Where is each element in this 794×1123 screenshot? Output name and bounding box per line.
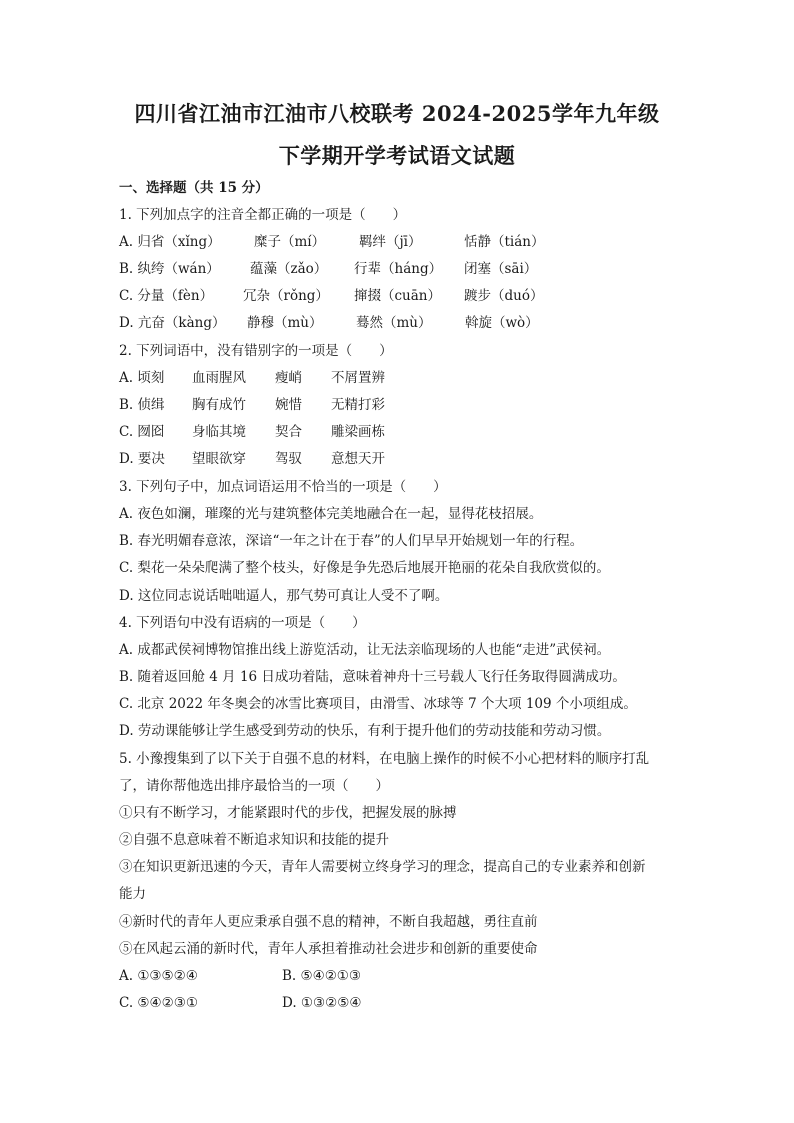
- q1-stem: 1. 下列加点字的注音全都正确的一项是（ ）: [119, 207, 407, 223]
- q1-b-col4: 闭塞（sāi）: [464, 261, 538, 277]
- q4-option-b: B. 随着返回舱 4 月 16 日成功着陆，意味着神舟十三号载人飞行任务取得圆满成功。: [119, 669, 626, 685]
- q5-choice-b: B. ⑤④②①③: [282, 968, 362, 984]
- q2-d-col4: 意想天开: [331, 451, 385, 467]
- q2-c-col3: 契合: [275, 424, 302, 440]
- q4-stem: 4. 下列语句中没有语病的一项是（ ）: [119, 615, 366, 631]
- q1-b-col1: B. 纨绔（wán）: [119, 261, 220, 277]
- q2-c-col4: 雕梁画栋: [331, 424, 385, 440]
- q1-d-col4: 斡旋（wò）: [465, 315, 539, 331]
- q5-item-4: ④新时代的青年人更应秉承自强不息的精神，不断自我超越，勇往直前: [119, 914, 538, 930]
- q1-row-d: [119, 313, 679, 333]
- q1-d-col2: 静穆（mù）: [247, 315, 323, 331]
- section-header: 一、选择题（共 15 分）: [119, 180, 269, 196]
- q1-b-col2: 蕴藻（zǎo）: [250, 261, 328, 277]
- q1-row-c: [119, 286, 679, 306]
- q2-d-col1: D. 要决: [119, 451, 165, 467]
- q1-a-col4: 恬静（tián）: [464, 234, 545, 250]
- q2-row-d: [119, 449, 679, 469]
- q4-option-c: C. 北京 2022 年冬奥会的冰雪比赛项目，由滑雪、冰球等 7 个大项 109 个小项组成。: [119, 696, 637, 712]
- q1-a-col3: 羁绊（jī）: [359, 234, 422, 250]
- q5-item-3-cont: 能力: [119, 886, 146, 902]
- q2-d-col3: 驾驭: [275, 451, 302, 467]
- q2-b-col2: 胸有成竹: [192, 397, 246, 413]
- q3-option-a: A. 夜色如澜，璀璨的光与建筑整体完美地融合在一起，显得花枝招展。: [119, 506, 543, 522]
- q1-c-col2: 冗杂（rǒng）: [243, 288, 329, 304]
- q1-c-col3: 撺掇（cuān）: [354, 288, 441, 304]
- q2-a-col1: A. 顷刻: [119, 370, 165, 386]
- q5-item-2: ②自强不息意味着不断追求知识和技能的提升: [119, 832, 389, 848]
- q2-c-col2: 身临其境: [192, 424, 246, 440]
- q5-choices-row2: [119, 993, 679, 1013]
- q2-row-a: [119, 368, 679, 388]
- q3-option-b: B. 春光明媚春意浓，深谙“一年之计在于春”的人们早早开始规划一年的行程。: [119, 533, 584, 549]
- q5-choices-row1: [119, 966, 679, 986]
- q2-b-col4: 无精打彩: [331, 397, 385, 413]
- q5-item-1: ①只有不断学习，才能紧跟时代的步伐，把握发展的脉搏: [119, 805, 457, 821]
- q1-c-col4: 踱步（duó）: [464, 288, 544, 304]
- q5-choice-d: D. ①③②⑤④: [282, 995, 362, 1011]
- exam-title-line1: 四川省江油市江油市八校联考 2024-2025学年九年级: [134, 101, 660, 126]
- q5-item-5: ⑤在风起云涌的新时代，青年人承担着推动社会进步和创新的重要使命: [119, 941, 538, 957]
- q3-stem: 3. 下列句子中，加点词语运用不恰当的一项是（ ）: [119, 479, 447, 495]
- q2-a-col4: 不屑置辨: [331, 370, 385, 386]
- q1-d-col3: 蓦然（mù）: [356, 315, 432, 331]
- q1-a-col1: A. 归省（xǐng）: [119, 234, 221, 250]
- q3-option-c: C. 梨花一朵朵爬满了整个枝头，好像是争先恐后地展开艳丽的花朵自我欣赏似的。: [119, 560, 610, 576]
- q5-choice-c: C. ⑤④②③①: [119, 995, 198, 1011]
- q4-option-a: A. 成都武侯祠博物馆推出线上游览活动，让无法亲临现场的人也能“走进”武侯祠。: [119, 642, 611, 658]
- q2-c-col1: C. 囫囵: [119, 424, 165, 440]
- q1-b-col3: 行辈（háng）: [354, 261, 443, 277]
- q4-option-d: D. 劳动课能够让学生感受到劳动的快乐，有利于提升他们的劳动技能和劳动习惯。: [119, 723, 611, 739]
- q2-row-c: [119, 422, 679, 442]
- q2-row-b: [119, 395, 679, 415]
- q2-stem: 2. 下列词语中，没有错别字的一项是（ ）: [119, 343, 393, 359]
- q2-a-col3: 瘦峭: [275, 370, 302, 386]
- q5-item-3: ③在知识更新迅速的今天，青年人需要树立终身学习的理念，提高自己的专业素养和创新: [119, 859, 646, 875]
- exam-title-line2: 下学期开学考试语文试题: [278, 143, 516, 168]
- q1-a-col2: 糜子（mí）: [254, 234, 326, 250]
- q2-b-col3: 婉惜: [275, 397, 302, 413]
- q1-row-b: [119, 259, 679, 279]
- q2-b-col1: B. 侦缉: [119, 397, 165, 413]
- q1-row-a: [119, 232, 679, 252]
- q5-choice-a: A. ①③⑤②④: [119, 968, 198, 984]
- q5-stem-line1: 5. 小豫搜集到了以下关于自强不息的材料，在电脑上操作的时候不小心把材料的顺序打乱: [119, 751, 650, 767]
- q1-d-col1: D. 亢奋（kàng）: [119, 315, 226, 331]
- q5-stem-line2: 了，请你帮他选出排序最恰当的一项（ ）: [119, 778, 389, 794]
- q2-d-col2: 望眼欲穿: [192, 451, 246, 467]
- q3-option-d: D. 这位同志说话咄咄逼人，那气势可真让人受不了啊。: [119, 588, 449, 604]
- q1-c-col1: C. 分量（fèn）: [119, 288, 214, 304]
- q2-a-col2: 血雨腥风: [192, 370, 246, 386]
